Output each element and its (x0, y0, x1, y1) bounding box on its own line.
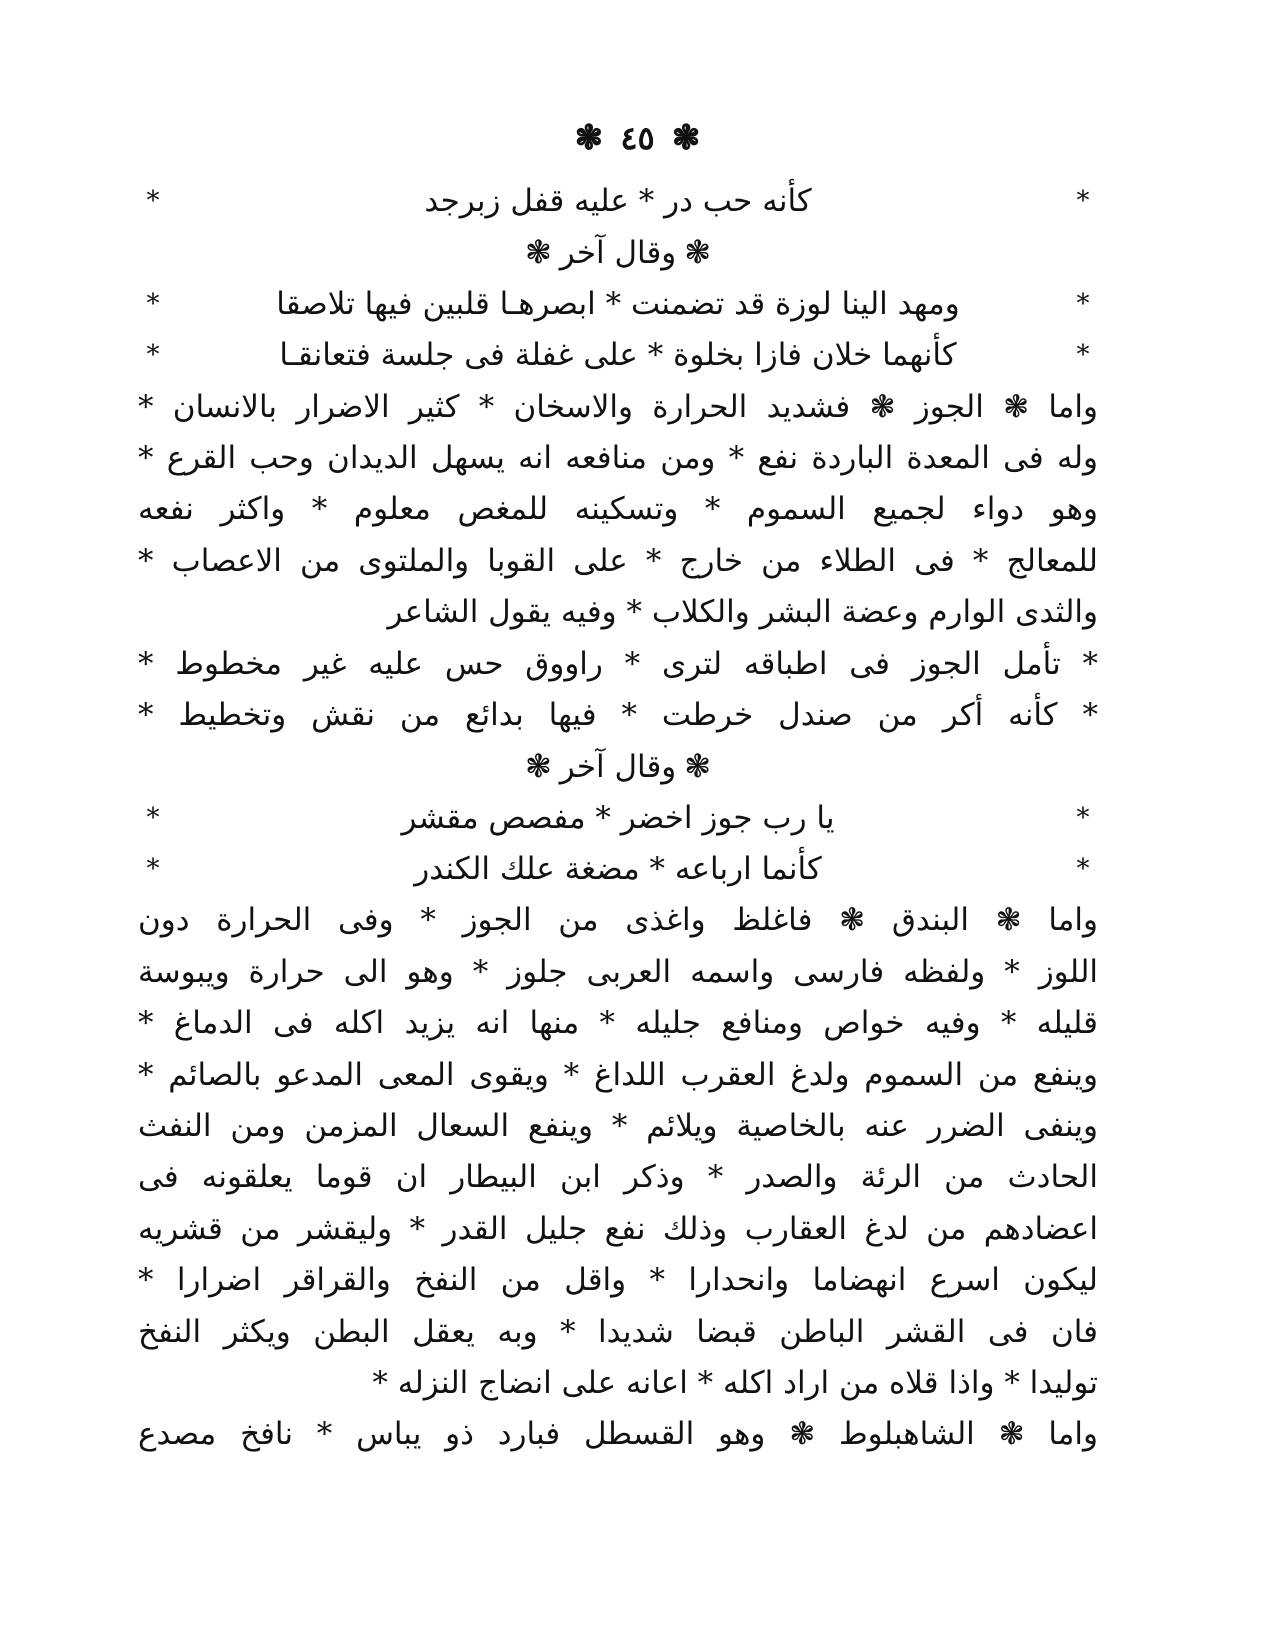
verse-line (138, 279, 1098, 330)
prose-text: وله فى المعدة الباردة نفع * ومن منافعه انه يسهل الديدان وحب القرع * (138, 439, 1098, 476)
star-mark: * (146, 854, 160, 885)
section-heading (138, 227, 1098, 278)
section-heading (138, 741, 1098, 792)
ornament-icon: ❃ (524, 747, 552, 786)
prose-line (138, 1101, 1098, 1152)
prose-text: وينفى الضرر عنه بالخاصية ويلائم * وينفع السعال المزمن ومن النفث (138, 1108, 1098, 1145)
ornament-icon: ❃ (524, 233, 552, 272)
star-mark: * (1076, 854, 1090, 885)
star-mark: * (1076, 802, 1090, 833)
ornament-left-icon: ❃ (671, 118, 701, 158)
star-mark: * (1076, 288, 1090, 319)
star-mark: * (146, 340, 160, 371)
verse-line (138, 176, 1098, 227)
prose-line (138, 1204, 1098, 1255)
prose-line (138, 1307, 1098, 1358)
ornament-icon: ❃ (684, 233, 712, 272)
prose-line (138, 382, 1098, 433)
prose-line (138, 1050, 1098, 1101)
prose-line (138, 1409, 1098, 1460)
prose-line (138, 484, 1098, 535)
prose-line (138, 536, 1098, 587)
star-mark: * (1076, 340, 1090, 371)
prose-text: قليله * وفيه خواص ومنافع جليله * منها انه يزيد اكله فى الدماغ * (138, 1005, 1098, 1042)
verse-line (138, 330, 1098, 381)
prose-text: توليدا * واذا قلاه من اراد اكله * اعانه على انضاج النزله * (372, 1364, 1098, 1401)
star-mark: * (146, 186, 160, 216)
star-mark: * (146, 288, 160, 319)
verse-text: كأنهما خلان فازا بخلوة * على غفلة فى جلسة فتعانقـا (279, 337, 957, 374)
prose-text: واما ❃ الشاهبلوط ❃ وهو القسطل فبارد ذو يباس * نافخ مصدع (138, 1416, 1098, 1453)
prose-line (138, 639, 1098, 690)
prose-line (138, 433, 1098, 484)
verse-text: يا رب جوز اخضر * مفصص مقشر (401, 799, 835, 836)
verse-line (138, 844, 1098, 895)
prose-text: اللوز * ولفظه فارسى واسمه العربى جلوز * وهو الى حرارة ويبوسة (138, 953, 1098, 990)
verse-text: كأنه حب در * عليه قفل زبرجد (424, 183, 812, 219)
ornament-icon: ❃ (684, 747, 712, 786)
prose-text: واما ❃ الجوز ❃ فشديد الحرارة والاسخان * كثير الاضرار بالانسان * (138, 388, 1098, 425)
page-header (0, 118, 1275, 158)
prose-line (138, 947, 1098, 998)
prose-text: والثدى الوارم وعضة البشر والكلاب * وفيه يقول الشاعر (387, 594, 1098, 631)
prose-text: فان فى القشر الباطن قبضا شديدا * وبه يعقل البطن ويكثر النفخ (138, 1313, 1098, 1350)
star-mark: * (1076, 186, 1090, 216)
prose-text: واما ❃ البندق ❃ فاغلظ واغذى من الجوز * وفى الحرارة دون (138, 902, 1098, 939)
heading-text: وقال آخر (559, 749, 677, 786)
prose-line (138, 690, 1098, 741)
page-number: ٤٥ (620, 119, 655, 157)
verse-text: كأنما ارباعه * مضغة علك الكندر (414, 851, 822, 888)
prose-text: * كأنه أكر من صندل خرطت * فيها بدائع من نقش وتخطيط * (138, 696, 1098, 733)
prose-line (138, 998, 1098, 1049)
prose-text: وينفع من السموم ولدغ العقرب اللداغ * ويقوى المعى المدعو بالصائم * (138, 1056, 1098, 1093)
verse-text: ومهد الينا لوزة قد تضمنت * ابصرهـا قلبين فيها تلاصقا (276, 285, 960, 322)
heading-text: وقال آخر (559, 235, 677, 272)
prose-text: للمعالج * فى الطلاء من خارج * على القوبا والملتوى من الاعصاب * (138, 542, 1098, 579)
verse-line (138, 793, 1098, 844)
prose-text: وهو دواء لجميع السموم * وتسكينه للمغص معلوم * واكثر نفعه (138, 491, 1098, 528)
prose-line (138, 1152, 1098, 1203)
prose-line (138, 895, 1098, 946)
body-text (138, 176, 1098, 1461)
prose-text: اعضادهم من لدغ العقارب وذلك نفع جليل القدر * وليقشر من قشريه (138, 1210, 1098, 1247)
prose-text: * تأمل الجوز فى اطباقه لترى * راووق حس عليه غير مخطوط * (138, 645, 1098, 682)
prose-text: الحادث من الرئة والصدر * وذكر ابن البيطار ان قوما يعلقونه فى (138, 1159, 1098, 1196)
ornament-right-icon: ❃ (574, 118, 604, 158)
prose-text: ليكون اسرع انهضاما وانحدارا * واقل من النفخ والقراقر اضرارا * (138, 1262, 1098, 1299)
prose-line (138, 587, 1098, 638)
prose-line (138, 1358, 1098, 1409)
star-mark: * (146, 802, 160, 833)
prose-line (138, 1255, 1098, 1306)
